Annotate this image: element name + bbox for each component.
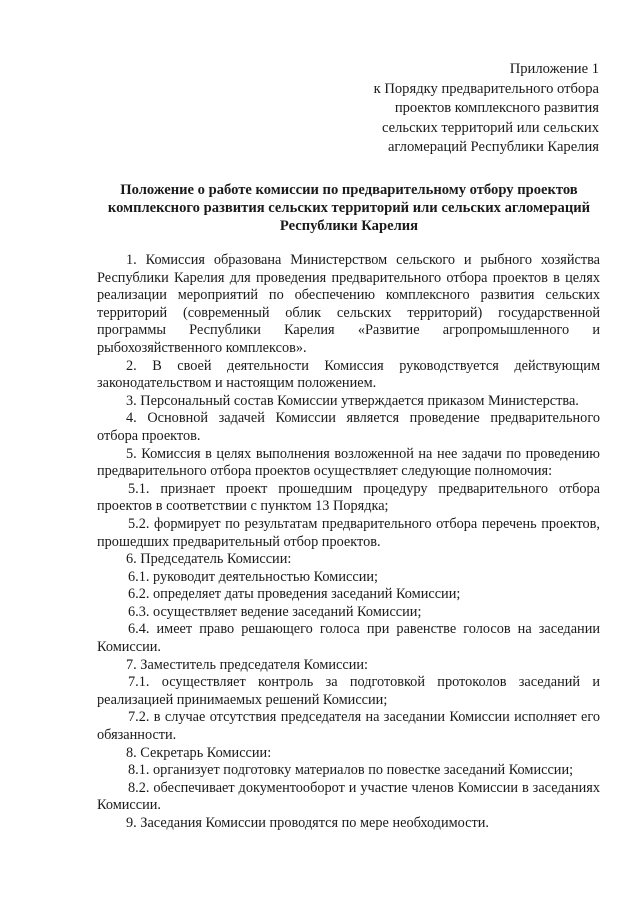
appendix-line: агломераций Республики Карелия (387, 139, 599, 156)
paragraph: 8.2. обеспечивает документооборот и участие членов Комиссии в заседаниях Комиссии. (97, 779, 600, 814)
paragraph: 5. Комиссия в целях выполнения возложенной на нее задачи по проведению предварительного отбора проектов осуществляет следующие полномочия: (97, 445, 600, 480)
paragraph: 6.2. определяет даты проведения заседаний Комиссии; (128, 586, 461, 603)
paragraph: 7.1. осуществляет контроль за подготовкой протоколов заседаний и реализацией принимаемых решений Комиссии; (97, 674, 600, 708)
document-body (97, 252, 600, 833)
paragraph: 8. Секретарь Комиссии: (126, 744, 272, 761)
document-title: Положение о работе комиссии по предварительному отбору проектов комплексного развития сельских территорий или сельских агломераций Республики Карелия (107, 182, 591, 234)
appendix-line: сельских территорий или сельских (382, 119, 599, 136)
paragraph: 5.2. формирует по результатам предварительного отбора перечень проектов, прошедших предварительный отбор проектов. (97, 515, 600, 550)
appendix-line: проектов комплексного развития (394, 100, 599, 117)
paragraph: 2. В своей деятельности Комиссия руководствуется действующим законодательством и настоящим положением. (97, 357, 600, 392)
paragraph: 6.3. осуществляет ведение заседаний Комиссии; (128, 603, 422, 620)
paragraph: 3. Персональный состав Комиссии утверждается приказом Министерства. (126, 392, 579, 409)
paragraph: 1. Комиссия образована Министерством сельского и рыбного хозяйства Республики Карелия для проведения предварительного отбора проектов в целях реализации мероприятий по обеспечению комплексного развития сельских территорий (современный облик сельских территорий) государственной программы Республики Карелия «Развитие агропромышленного и рыбохозяйственного комплексов». (97, 252, 600, 356)
paragraph: 6.1. руководит деятельностью Комиссии; (128, 568, 378, 585)
paragraph: 4. Основной задачей Комиссии является проведение предварительного отбора проектов. (97, 410, 600, 444)
appendix-line: Приложение 1 (509, 61, 599, 77)
paragraph: 5.1. признает проект прошедшим процедуру предварительного отбора проектов в соответствии с пунктом 13 Порядка; (97, 480, 600, 515)
paragraph: 9. Заседания Комиссии проводятся по мере необходимости. (126, 815, 489, 831)
appendix-line: к Порядку предварительного отбора (373, 80, 599, 97)
appendix-header (299, 60, 599, 158)
paragraph: 7. Заместитель председателя Комиссии: (126, 656, 369, 673)
paragraph: 6. Председатель Комиссии: (126, 551, 292, 568)
paragraph: 7.2. в случае отсутствия председателя на заседании Комиссии исполняет его обязанности. (97, 709, 600, 744)
paragraph: 8.1. организует подготовку материалов по повестке заседаний Комиссии; (128, 762, 574, 779)
paragraph: 6.4. имеет право решающего голоса при равенстве голосов на заседании Комиссии. (97, 621, 600, 656)
